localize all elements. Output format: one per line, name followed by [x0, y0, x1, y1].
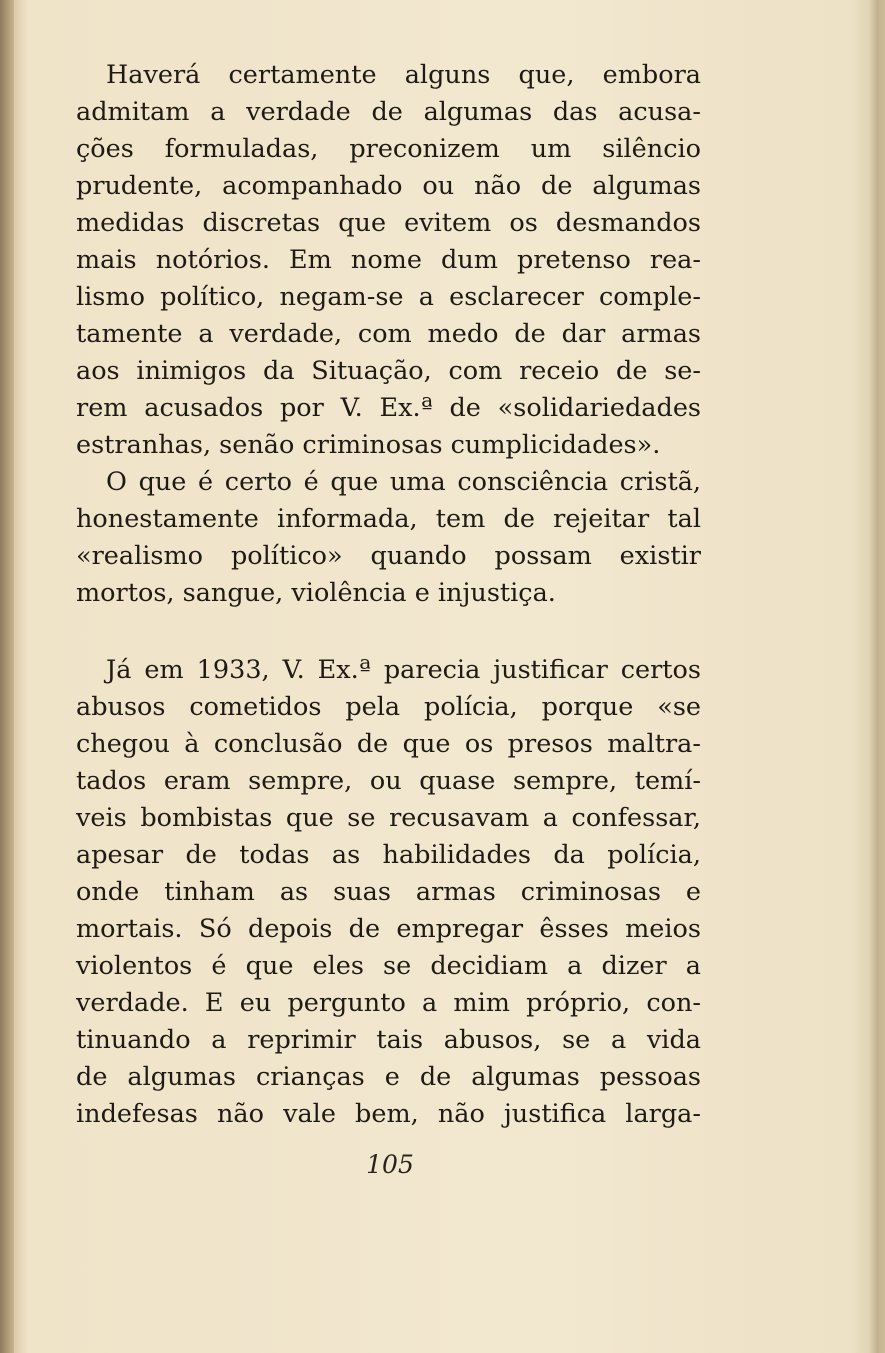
page-right-edge	[869, 0, 885, 1353]
page-number: 105	[366, 1150, 414, 1179]
text-line: de algumas crianças e de algumas pessoas	[76, 1062, 701, 1092]
text-line: tados eram sempre, ou quase sempre, temí-	[76, 766, 701, 796]
text-line: apesar de todas as habilidades da polícia,	[76, 840, 701, 870]
text-line: mortais. Só depois de empregar êsses meios	[76, 914, 701, 944]
text-line: estranhas, senão criminosas cumplicidades».	[76, 430, 661, 460]
paragraph-gap	[76, 612, 701, 652]
text-line: violentos é que eles se decidiam a dizer a	[76, 951, 701, 981]
text-line: veis bombistas que se recusavam a confessar,	[76, 803, 701, 833]
body-text	[76, 57, 701, 1133]
text-line: «realismo político» quando possam existir	[76, 541, 701, 571]
text-line: prudente, acompanhado ou não de algumas	[76, 171, 701, 201]
text-line: rem acusados por V. Ex.ª de «solidariedades	[76, 393, 701, 423]
text-line: mais notórios. Em nome dum pretenso rea-	[76, 245, 701, 275]
text-line: Haverá certamente alguns que, embora	[106, 60, 701, 90]
text-line: Já em 1933, V. Ex.ª parecia justificar certos	[106, 655, 701, 685]
text-line: aos inimigos da Situação, com receio de se-	[76, 356, 701, 386]
text-line: lismo político, negam-se a esclarecer comple-	[76, 282, 701, 312]
text-line: indefesas não vale bem, não justifica larga-	[76, 1099, 701, 1129]
text-line: abusos cometidos pela polícia, porque «se	[76, 692, 701, 722]
text-line: honestamente informada, tem de rejeitar tal	[76, 504, 701, 534]
text-line: tinuando a reprimir tais abusos, se a vida	[76, 1025, 701, 1055]
text-line: onde tinham as suas armas criminosas e	[76, 877, 701, 907]
text-line: tamente a verdade, com medo de dar armas	[76, 319, 701, 349]
text-line: medidas discretas que evitem os desmandos	[76, 208, 701, 238]
text-line: admitam a verdade de algumas das acusa-	[76, 97, 701, 127]
text-line: ções formuladas, preconizem um silêncio	[76, 134, 701, 164]
text-line: O que é certo é que uma consciência cristã,	[106, 467, 701, 497]
text-line: chegou à conclusão de que os presos maltra-	[76, 729, 701, 759]
text-line: verdade. E eu pergunto a mim próprio, con-	[76, 988, 701, 1018]
text-line: mortos, sangue, violência e injustiça.	[76, 578, 556, 608]
